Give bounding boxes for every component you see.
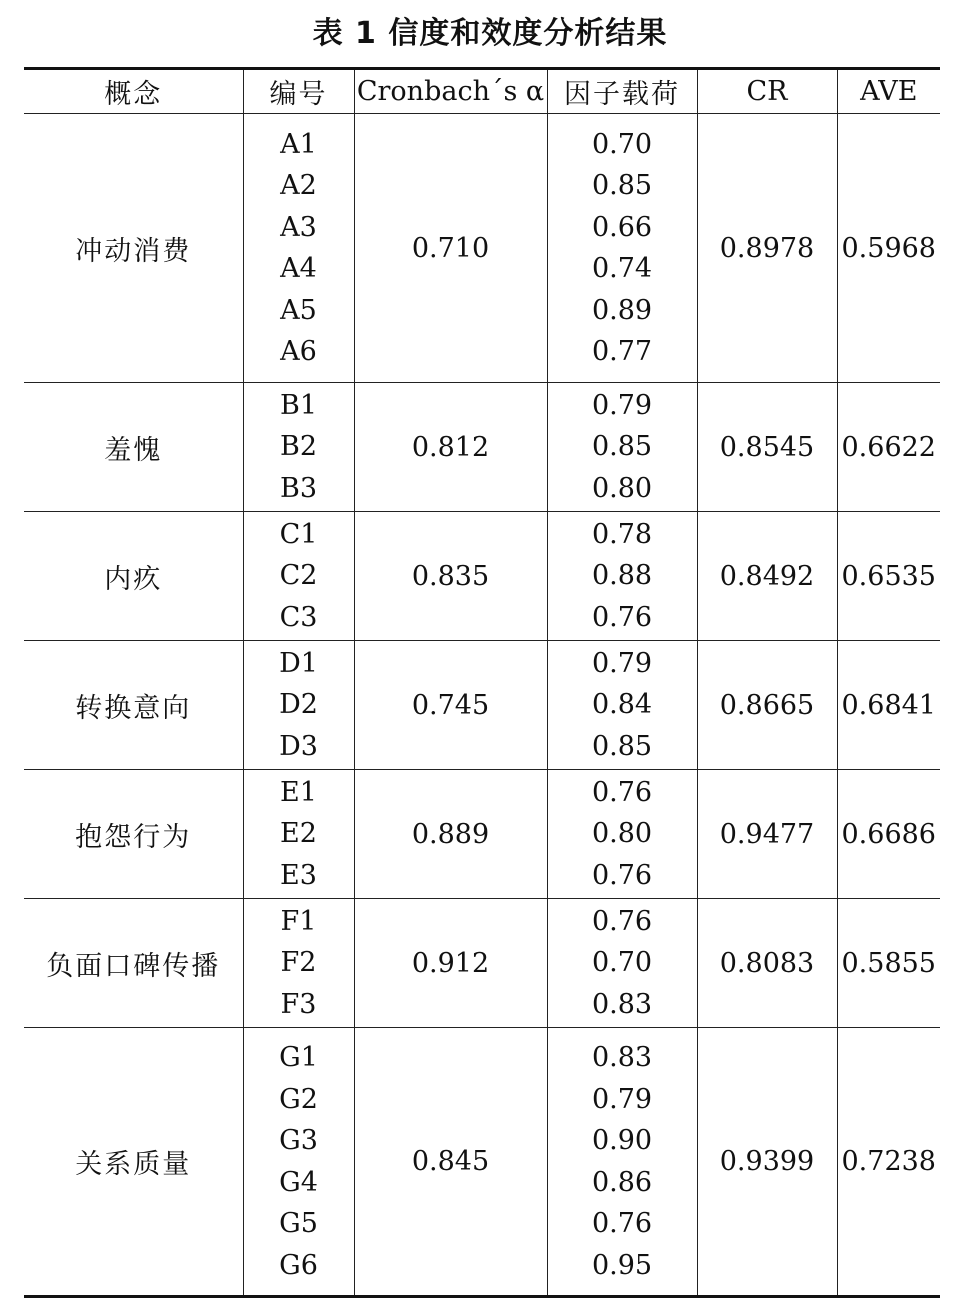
alpha-cell: 0.710 — [354, 114, 547, 383]
loading-cell — [547, 383, 697, 512]
item-code: G4 — [279, 1166, 318, 1198]
loading-cell — [547, 641, 697, 770]
code-cell-stack — [244, 514, 354, 639]
alpha-cell: 0.912 — [354, 899, 547, 1028]
factor-loading: 0.70 — [591, 947, 653, 979]
table-row-group — [24, 1028, 940, 1297]
factor-loading: 0.77 — [591, 336, 653, 367]
loading-cell — [547, 114, 697, 383]
cr-cell: 0.8492 — [697, 512, 837, 641]
ave-cell: 0.6841 — [837, 641, 940, 770]
table-row — [24, 899, 940, 1028]
header-factor-loading: 因子载荷 — [547, 69, 697, 114]
item-code: E1 — [280, 776, 317, 808]
factor-loading: 0.78 — [591, 518, 653, 550]
factor-loading: 0.76 — [591, 905, 653, 937]
header-ave: AVE — [837, 69, 940, 114]
header-concept: 概念 — [24, 69, 243, 114]
ave-cell: 0.6686 — [837, 770, 940, 899]
factor-loading: 0.95 — [591, 1249, 653, 1281]
concept-cell: 羞愧 — [24, 383, 243, 512]
factor-loading: 0.86 — [591, 1166, 653, 1198]
loading-cell-stack — [548, 772, 697, 897]
loading-cell-stack — [548, 901, 697, 1026]
factor-loading: 0.84 — [591, 689, 653, 721]
item-code: B2 — [279, 431, 318, 463]
factor-loading: 0.76 — [591, 776, 653, 808]
item-code: B3 — [279, 472, 318, 504]
factor-loading: 0.79 — [591, 647, 653, 679]
loading-cell-stack — [548, 385, 697, 510]
concept-cell: 关系质量 — [24, 1028, 243, 1297]
table-row-group — [24, 383, 940, 512]
item-code: E3 — [280, 859, 317, 891]
factor-loading: 0.83 — [591, 988, 653, 1020]
concept-cell: 冲动消费 — [24, 114, 243, 383]
code-cell — [243, 770, 354, 899]
code-cell — [243, 1028, 354, 1297]
item-code: B1 — [279, 389, 318, 421]
loading-cell-stack — [548, 514, 697, 639]
item-code: C2 — [279, 560, 318, 592]
factor-loading: 0.74 — [591, 253, 653, 284]
loading-cell-stack — [548, 1037, 697, 1286]
item-code: F1 — [280, 905, 317, 937]
ave-cell: 0.6622 — [837, 383, 940, 512]
loading-cell — [547, 770, 697, 899]
item-code: A3 — [280, 211, 317, 243]
table-row — [24, 512, 940, 641]
table-row — [24, 770, 940, 899]
cr-cell: 0.9477 — [697, 770, 837, 899]
factor-loading: 0.83 — [591, 1042, 653, 1073]
loading-cell — [547, 1028, 697, 1297]
alpha-cell: 0.745 — [354, 641, 547, 770]
ave-cell: 0.5855 — [837, 899, 940, 1028]
table-row — [24, 641, 940, 770]
factor-loading: 0.85 — [591, 730, 653, 762]
code-cell — [243, 899, 354, 1028]
table-row — [24, 114, 940, 383]
ave-cell: 0.5968 — [837, 114, 940, 383]
factor-loading: 0.79 — [591, 1083, 653, 1115]
concept-cell: 抱怨行为 — [24, 770, 243, 899]
item-code: G5 — [279, 1208, 318, 1239]
item-code: A2 — [280, 170, 317, 201]
code-cell — [243, 383, 354, 512]
item-code: G1 — [279, 1042, 318, 1073]
code-cell-stack — [244, 385, 354, 510]
item-code: D1 — [279, 647, 318, 679]
item-code: D2 — [279, 689, 318, 721]
factor-loading: 0.66 — [591, 211, 653, 243]
alpha-cell: 0.889 — [354, 770, 547, 899]
ave-cell: 0.6535 — [837, 512, 940, 641]
factor-loading: 0.70 — [591, 128, 653, 160]
ave-cell: 0.7238 — [837, 1028, 940, 1297]
item-code: A5 — [280, 294, 317, 326]
concept-cell: 转换意向 — [24, 641, 243, 770]
table-row — [24, 1028, 940, 1297]
header-code: 编号 — [243, 69, 354, 114]
header-cr: CR — [697, 69, 837, 114]
item-code: D3 — [279, 730, 318, 762]
item-code: F2 — [280, 947, 317, 979]
table-row-group — [24, 899, 940, 1028]
item-code: F3 — [280, 988, 317, 1020]
cr-cell: 0.8665 — [697, 641, 837, 770]
factor-loading: 0.80 — [591, 818, 653, 850]
table-row-group — [24, 641, 940, 770]
item-code: A1 — [280, 128, 317, 160]
item-code: G3 — [279, 1125, 318, 1156]
loading-cell-stack — [548, 124, 697, 373]
code-cell-stack — [244, 643, 354, 768]
item-code: G2 — [279, 1083, 318, 1115]
table-row-group — [24, 512, 940, 641]
alpha-cell: 0.835 — [354, 512, 547, 641]
reliability-validity-table — [24, 67, 940, 1298]
factor-loading: 0.85 — [591, 431, 653, 463]
alpha-cell: 0.845 — [354, 1028, 547, 1297]
code-cell-stack — [244, 901, 354, 1026]
concept-cell: 内疚 — [24, 512, 243, 641]
code-cell — [243, 512, 354, 641]
code-cell-stack — [244, 772, 354, 897]
code-cell — [243, 641, 354, 770]
factor-loading: 0.88 — [591, 560, 653, 592]
item-code: A4 — [280, 253, 317, 284]
cr-cell: 0.8083 — [697, 899, 837, 1028]
alpha-cell: 0.812 — [354, 383, 547, 512]
factor-loading: 0.76 — [591, 1208, 653, 1239]
factor-loading: 0.89 — [591, 294, 653, 326]
item-code: C3 — [279, 601, 318, 633]
loading-cell-stack — [548, 643, 697, 768]
table-row-group — [24, 770, 940, 899]
factor-loading: 0.76 — [591, 859, 653, 891]
table-row-group — [24, 114, 940, 383]
factor-loading: 0.80 — [591, 472, 653, 504]
cr-cell: 0.8978 — [697, 114, 837, 383]
item-code: C1 — [279, 518, 318, 550]
table-row — [24, 383, 940, 512]
factor-loading: 0.85 — [591, 170, 653, 201]
table-title: 表 1 信度和效度分析结果 — [312, 16, 668, 51]
concept-cell: 负面口碑传播 — [24, 899, 243, 1028]
cr-cell: 0.9399 — [697, 1028, 837, 1297]
factor-loading: 0.79 — [591, 389, 653, 421]
item-code: E2 — [280, 818, 317, 850]
factor-loading: 0.76 — [591, 601, 653, 633]
header-cronbach-alpha: Cronbach´s α — [354, 69, 547, 114]
loading-cell — [547, 512, 697, 641]
code-cell-stack — [244, 124, 354, 373]
header-row — [24, 69, 940, 114]
code-cell-stack — [244, 1037, 354, 1286]
item-code: G6 — [279, 1249, 318, 1281]
code-cell — [243, 114, 354, 383]
loading-cell — [547, 899, 697, 1028]
item-code: A6 — [280, 336, 317, 367]
factor-loading: 0.90 — [591, 1125, 653, 1156]
cr-cell: 0.8545 — [697, 383, 837, 512]
